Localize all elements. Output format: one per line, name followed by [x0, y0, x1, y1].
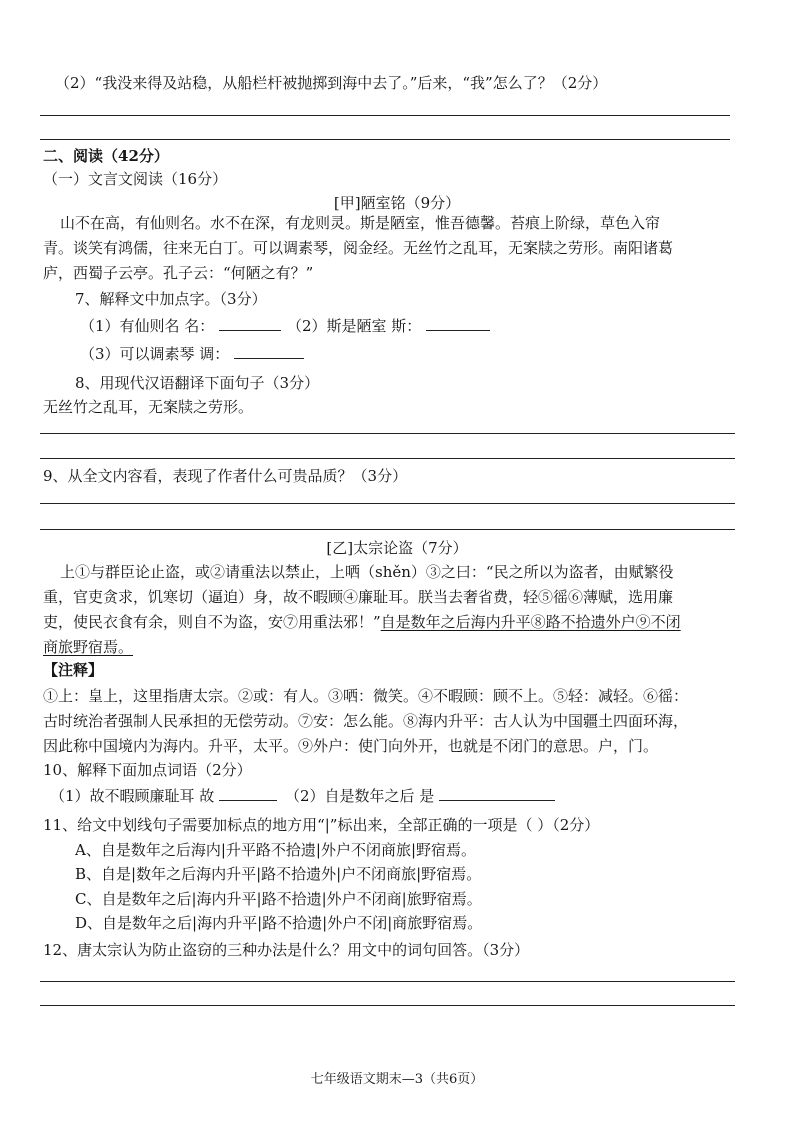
question-11-stem: 11、给文中划线句子需要加标点的地方用“|”标出来，全部正确的一项是（ ）（2分）	[43, 816, 600, 834]
passage-yi-line: 上①与群臣论止盗，或②请重法以禁止，上哂（shěn）③之曰：“民之所以为盗者，由赋繁役	[60, 563, 674, 581]
passage-yi-line	[43, 612, 681, 632]
passage-jia-title: [甲]陋室铭（9分）	[333, 194, 461, 212]
item-text: （3）可以调素琴 调：	[80, 345, 230, 363]
answer-line	[40, 433, 735, 434]
answer-line	[40, 1005, 735, 1006]
question-10-item-2	[285, 785, 555, 806]
passage-jia-line: 庐，西蜀子云亭。孔子云：“何陋之有？”	[43, 264, 314, 282]
underlined-sentence: 商旅野宿焉。	[43, 638, 134, 656]
answer-blank[interactable]	[219, 785, 277, 801]
answer-line	[40, 981, 735, 982]
answer-line	[40, 529, 735, 530]
passage-text: 吏，使民衣食有余，则自不为盗，安⑦用重法邪！”	[43, 613, 381, 631]
note-line: 因此称中国境内为海内。升平，太平。⑨外户：使门向外开，也就是不闭门的意思。户，门。	[43, 737, 659, 755]
notes-heading: 【注释】	[43, 661, 104, 679]
item-text: （2）自是数年之后 是	[285, 787, 435, 805]
item-text: （2）斯是陋室 斯：	[287, 317, 422, 335]
answer-line	[40, 458, 735, 459]
question-11-option-c[interactable]: C、自是数年之后|海内升平|路不拾遗|外户不闭商|旅野宿焉。	[75, 890, 482, 908]
answer-line	[40, 139, 730, 140]
answer-blank[interactable]	[426, 315, 490, 331]
note-line: ①上：皇上，这里指唐太宗。②或：有人。③哂：微笑。④不暇顾：顾不上。⑤轻：减轻。⑥徭：	[43, 687, 689, 705]
question-7-item-1	[80, 315, 281, 336]
question-11-option-d[interactable]: D、自是数年之后|海内升平|路不拾遗|外户不闭|商旅野宿焉。	[75, 914, 483, 932]
answer-line	[40, 115, 730, 116]
page-footer: 七年级语文期末—3（共6页）	[310, 1072, 484, 1087]
question-10-stem: 10、解释下面加点词语（2分）	[43, 761, 252, 779]
answer-blank[interactable]	[234, 343, 304, 359]
passage-jia-line: 山不在高，有仙则名。水不在深，有龙则灵。斯是陋室，惟吾德馨。苔痕上阶绿，草色入帘	[60, 214, 661, 232]
question-11-option-b[interactable]: B、自是|数年之后海内升平|路不拾遗外|户不闭商旅|野宿焉。	[75, 865, 482, 883]
question-10-item-1	[50, 785, 277, 806]
answer-blank[interactable]	[219, 315, 281, 331]
question-7-item-3	[80, 343, 304, 364]
underlined-sentence: 自是数年之后海内升平⑧路不拾遗外户⑨不闭	[380, 613, 681, 631]
question-7-stem: 7、解释文中加点字。（3分）	[75, 290, 267, 308]
note-line: 古时统治者强制人民承担的无偿劳动。⑦安：怎么能。⑧海内升平：古人认为中国疆土四面环海，	[43, 712, 689, 730]
section-reading-heading: 二、阅读（42分）	[43, 147, 169, 165]
passage-yi-line: 重，官吏贪求，饥寒切（逼迫）身，故不暇顾④廉耻耳。朕当去奢省费，轻⑤徭⑥薄赋，选用廉	[43, 588, 674, 606]
subsection-classical-heading: （一）文言文阅读（16分）	[43, 170, 228, 188]
question-11-option-a[interactable]: A、自是数年之后海内|升平路不拾遗|外户不闭商旅|野宿焉。	[75, 841, 476, 859]
passage-jia-line: 青。谈笑有鸿儒，往来无白丁。可以调素琴，阅金经。无丝竹之乱耳，无案牍之劳形。南阳诸葛	[43, 239, 674, 257]
question-prev-2: （2）“我没来得及站稳，从船栏杆被抛掷到海中去了。”后来，“我”怎么了？（2分）	[55, 74, 608, 92]
question-7-item-2	[287, 315, 490, 336]
passage-yi-title: [乙]太宗论盗（7分）	[326, 539, 468, 557]
question-8-sentence: 无丝竹之乱耳，无案牍之劳形。	[43, 398, 254, 416]
question-12: 12、唐太宗认为防止盗窃的三种办法是什么？用文中的词句回答。（3分）	[43, 941, 530, 959]
answer-blank[interactable]	[439, 785, 555, 801]
item-text: （1）有仙则名 名：	[80, 317, 215, 335]
question-9: 9、从全文内容看，表现了作者什么可贵品质？（3分）	[43, 467, 408, 485]
item-text: （1）故不暇顾廉耻耳 故	[50, 787, 215, 805]
answer-line	[40, 503, 735, 504]
question-8-stem: 8、用现代汉语翻译下面句子（3分）	[75, 374, 320, 392]
